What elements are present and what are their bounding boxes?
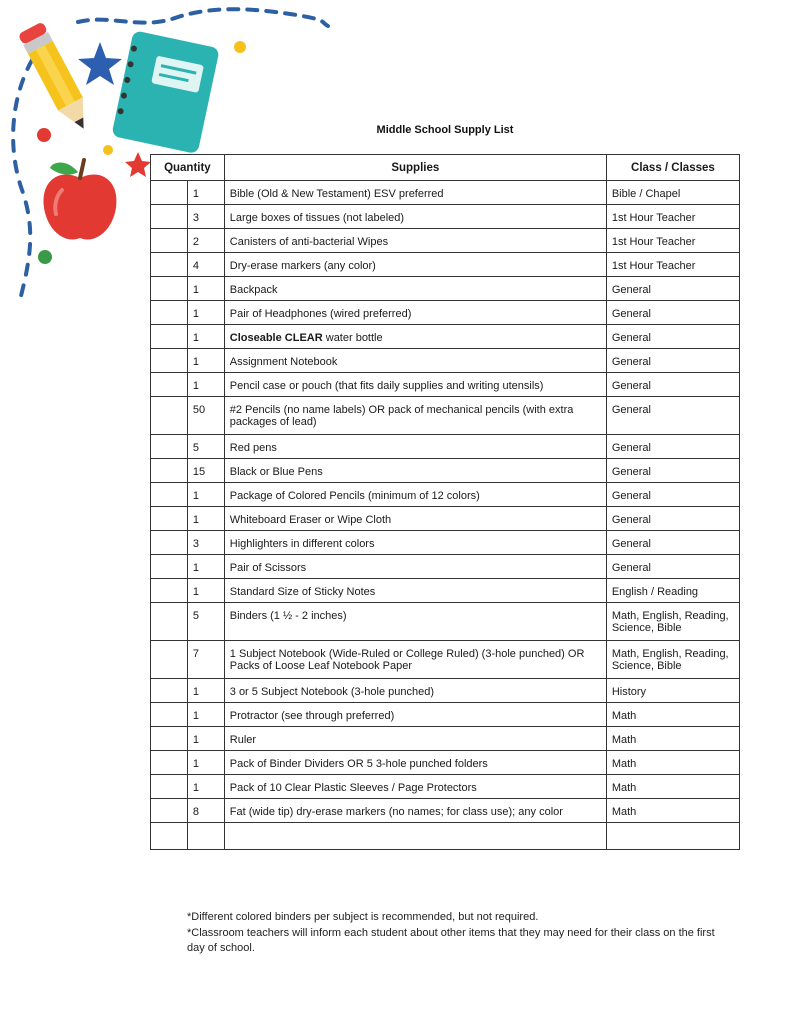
quantity-cell: 2 xyxy=(187,229,224,253)
empty-cell xyxy=(151,823,188,850)
row-margin-cell xyxy=(151,459,188,483)
class-cell: English / Reading xyxy=(606,579,739,603)
table-row xyxy=(151,229,740,253)
quantity-cell: 1 xyxy=(187,349,224,373)
quantity-cell: 5 xyxy=(187,435,224,459)
supply-cell: #2 Pencils (no name labels) OR pack of mechanical pencils (with extra packages of lead) xyxy=(224,397,606,435)
class-cell: General xyxy=(606,325,739,349)
red-dot xyxy=(37,128,51,142)
row-margin-cell xyxy=(151,727,188,751)
table-row xyxy=(151,325,740,349)
class-cell: History xyxy=(606,679,739,703)
supply-cell: Fat (wide tip) dry-erase markers (no names; for class use); any color xyxy=(224,799,606,823)
green-dot xyxy=(38,250,52,264)
row-margin-cell xyxy=(151,603,188,641)
row-margin-cell xyxy=(151,483,188,507)
class-cell: Math xyxy=(606,727,739,751)
supply-cell: Binders (1 ½ - 2 inches) xyxy=(224,603,606,641)
quantity-cell: 1 xyxy=(187,277,224,301)
supply-cell: Pencil case or pouch (that fits daily supplies and writing utensils) xyxy=(224,373,606,397)
supply-cell: Protractor (see through preferred) xyxy=(224,703,606,727)
table-row xyxy=(151,531,740,555)
quantity-cell: 4 xyxy=(187,253,224,277)
table-row xyxy=(151,277,740,301)
class-cell: 1st Hour Teacher xyxy=(606,229,739,253)
row-margin-cell xyxy=(151,277,188,301)
row-margin-cell xyxy=(151,229,188,253)
quantity-cell: 1 xyxy=(187,325,224,349)
supply-cell: Black or Blue Pens xyxy=(224,459,606,483)
page-title: Middle School Supply List xyxy=(376,124,514,136)
row-margin-cell xyxy=(151,641,188,679)
supply-cell: Pack of Binder Dividers OR 5 3-hole punched folders xyxy=(224,751,606,775)
quantity-cell: 1 xyxy=(187,579,224,603)
footer-note-teachers: *Classroom teachers will inform each student about other items that they may need for their class on the first day of school. xyxy=(187,926,715,954)
supply-cell: Standard Size of Sticky Notes xyxy=(224,579,606,603)
quantity-header: Quantity xyxy=(151,155,225,181)
table-row xyxy=(151,579,740,603)
supplies-header: Supplies xyxy=(224,155,606,181)
row-margin-cell xyxy=(151,555,188,579)
footer-note-binders: *Different colored binders per subject is recommended, but not required. xyxy=(187,911,539,923)
table-row xyxy=(151,483,740,507)
table-row xyxy=(151,181,740,205)
quantity-cell: 1 xyxy=(187,483,224,507)
row-margin-cell xyxy=(151,531,188,555)
class-cell: General xyxy=(606,277,739,301)
supply-emphasis: Closeable CLEAR xyxy=(229,332,323,344)
supply-cell: Pair of Scissors xyxy=(224,555,606,579)
row-margin-cell xyxy=(151,799,188,823)
quantity-cell: 3 xyxy=(187,205,224,229)
table-row xyxy=(151,205,740,229)
row-margin-cell xyxy=(151,325,188,349)
empty-cell xyxy=(606,823,739,850)
empty-cell xyxy=(224,823,606,850)
supply-cell: Dry-erase markers (any color) xyxy=(224,253,606,277)
small-star-icon xyxy=(125,152,151,177)
supply-cell: Ruler xyxy=(224,727,606,751)
supply-cell: Assignment Notebook xyxy=(224,349,606,373)
dashed-swoosh-line xyxy=(78,9,328,26)
class-cell: Bible / Chapel xyxy=(606,181,739,205)
table-row xyxy=(151,301,740,325)
table-row xyxy=(151,349,740,373)
class-cell: Math, English, Reading, Science, Bible xyxy=(606,603,739,641)
class-cell: General xyxy=(606,483,739,507)
quantity-cell: 1 xyxy=(187,751,224,775)
row-margin-cell xyxy=(151,751,188,775)
class-cell: Math, English, Reading, Science, Bible xyxy=(606,641,739,679)
class-cell: General xyxy=(606,459,739,483)
classes-header: Class / Classes xyxy=(606,155,739,181)
row-margin-cell xyxy=(151,507,188,531)
table-row xyxy=(151,253,740,277)
supply-cell: 3 or 5 Subject Notebook (3-hole punched) xyxy=(224,679,606,703)
class-cell: 1st Hour Teacher xyxy=(606,205,739,229)
table-row xyxy=(151,397,740,435)
class-cell: General xyxy=(606,555,739,579)
supply-cell: Pair of Headphones (wired preferred) xyxy=(224,301,606,325)
row-margin-cell xyxy=(151,301,188,325)
row-margin-cell xyxy=(151,205,188,229)
class-cell: General xyxy=(606,435,739,459)
supply-text: water bottle xyxy=(322,332,383,344)
table-row xyxy=(151,799,740,823)
table-row xyxy=(151,555,740,579)
supply-cell: Red pens xyxy=(224,435,606,459)
quantity-cell: 3 xyxy=(187,531,224,555)
class-cell: General xyxy=(606,349,739,373)
supply-cell: Whiteboard Eraser or Wipe Cloth xyxy=(224,507,606,531)
quantity-cell: 1 xyxy=(187,507,224,531)
quantity-cell: 1 xyxy=(187,181,224,205)
quantity-cell: 1 xyxy=(187,775,224,799)
table-row xyxy=(151,727,740,751)
class-cell: General xyxy=(606,507,739,531)
class-cell: General xyxy=(606,397,739,435)
star-icon xyxy=(78,42,122,85)
table-row xyxy=(151,459,740,483)
row-margin-cell xyxy=(151,435,188,459)
table-row xyxy=(151,679,740,703)
quantity-cell: 7 xyxy=(187,641,224,679)
class-cell: Math xyxy=(606,703,739,727)
table-row xyxy=(151,507,740,531)
yellow-dot xyxy=(103,145,113,155)
class-cell: Math xyxy=(606,751,739,775)
dashed-curve-line xyxy=(13,60,32,300)
notebook-icon xyxy=(111,30,220,154)
table-row xyxy=(151,435,740,459)
quantity-cell: 1 xyxy=(187,301,224,325)
row-margin-cell xyxy=(151,703,188,727)
quantity-cell: 1 xyxy=(187,703,224,727)
class-cell: Math xyxy=(606,775,739,799)
quantity-cell: 15 xyxy=(187,459,224,483)
supply-table xyxy=(150,154,740,850)
empty-cell xyxy=(187,823,224,850)
supply-cell xyxy=(224,325,606,349)
quantity-cell: 5 xyxy=(187,603,224,641)
empty-row xyxy=(151,823,740,850)
yellow-dot xyxy=(234,41,246,53)
row-margin-cell xyxy=(151,775,188,799)
table-row xyxy=(151,373,740,397)
supply-cell: Canisters of anti-bacterial Wipes xyxy=(224,229,606,253)
class-cell: General xyxy=(606,301,739,325)
class-cell: Math xyxy=(606,799,739,823)
apple-icon xyxy=(43,160,116,240)
supply-cell: Backpack xyxy=(224,277,606,301)
pencil-icon xyxy=(18,21,96,135)
table-row xyxy=(151,751,740,775)
table-row xyxy=(151,603,740,641)
footer-notes xyxy=(187,910,717,957)
supply-cell: Large boxes of tissues (not labeled) xyxy=(224,205,606,229)
row-margin-cell xyxy=(151,579,188,603)
row-margin-cell xyxy=(151,397,188,435)
row-margin-cell xyxy=(151,181,188,205)
table-row xyxy=(151,641,740,679)
quantity-cell: 1 xyxy=(187,727,224,751)
supply-cell: Highlighters in different colors xyxy=(224,531,606,555)
row-margin-cell xyxy=(151,253,188,277)
quantity-cell: 50 xyxy=(187,397,224,435)
class-cell: General xyxy=(606,373,739,397)
class-cell: 1st Hour Teacher xyxy=(606,253,739,277)
supply-cell: Package of Colored Pencils (minimum of 12 colors) xyxy=(224,483,606,507)
quantity-cell: 1 xyxy=(187,555,224,579)
table-header-row xyxy=(151,155,740,181)
row-margin-cell xyxy=(151,373,188,397)
supply-cell: 1 Subject Notebook (Wide-Ruled or College Ruled) (3-hole punched) OR Packs of Loose Leaf Notebook Paper xyxy=(224,641,606,679)
quantity-cell: 1 xyxy=(187,679,224,703)
row-margin-cell xyxy=(151,349,188,373)
quantity-cell: 8 xyxy=(187,799,224,823)
row-margin-cell xyxy=(151,679,188,703)
supply-cell: Bible (Old & New Testament) ESV preferred xyxy=(224,181,606,205)
class-cell: General xyxy=(606,531,739,555)
supply-cell: Pack of 10 Clear Plastic Sleeves / Page Protectors xyxy=(224,775,606,799)
table-row xyxy=(151,703,740,727)
table-row xyxy=(151,775,740,799)
quantity-cell: 1 xyxy=(187,373,224,397)
